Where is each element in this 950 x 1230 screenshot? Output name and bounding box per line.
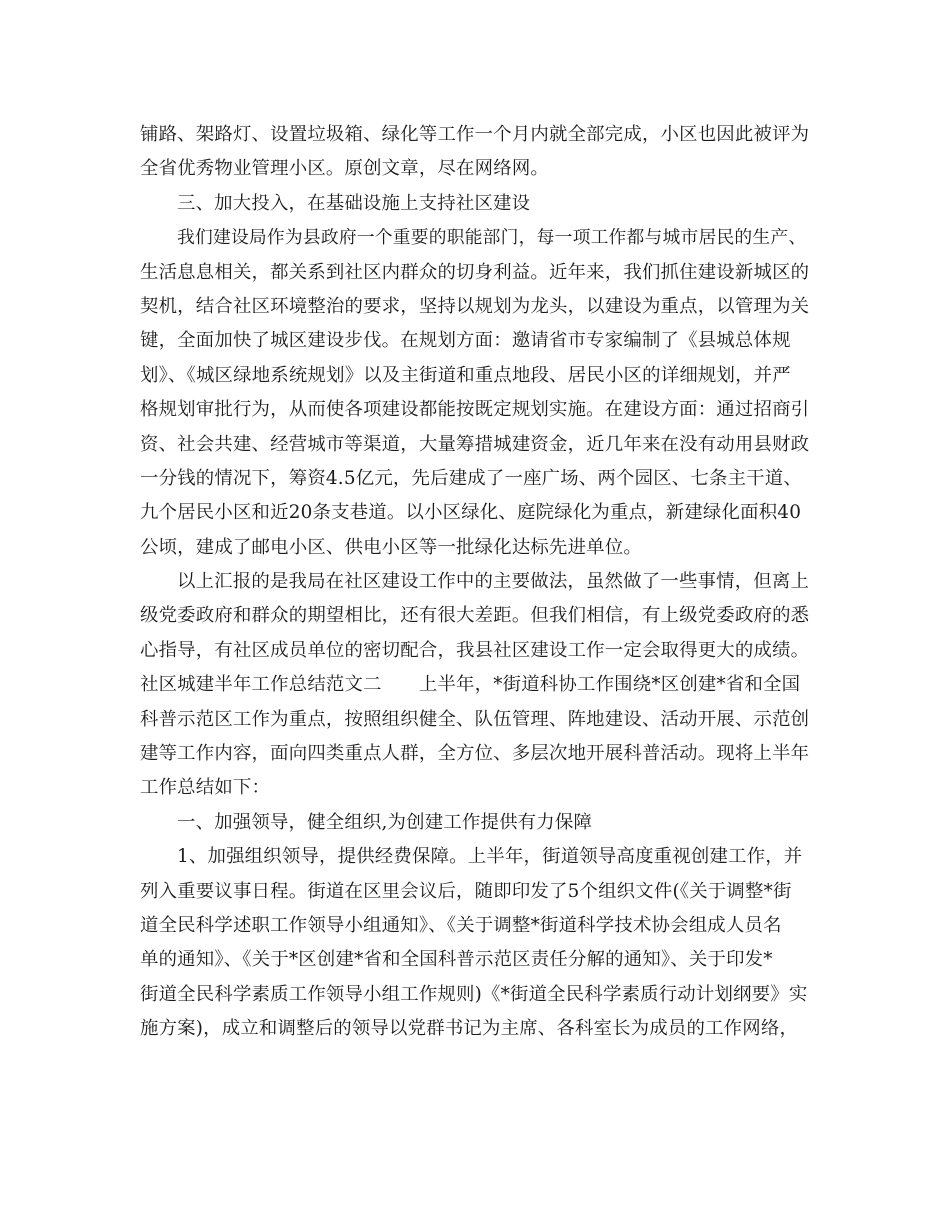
text-line: 资、社会共建、经营城市等渠道，大量筹措城建资金，近几年来在没有动用县财政	[140, 433, 810, 455]
text-line: 级党委政府和群众的期望相比，还有很大差距。但我们相信，有上级党委政府的悉	[140, 605, 810, 627]
text-line: 以上汇报的是我局在社区建设工作中的主要做法，虽然做了一些事情，但离上	[177, 571, 810, 593]
document-body	[140, 118, 810, 1047]
text-line: 一分钱的情况下，筹资4.5亿元，先后建成了一座广场、两个园区、七条主干道、	[140, 467, 802, 489]
text-line: 九个居民小区和近20条支巷道。以小区绿化、庭院绿化为重点，新建绿化面积40	[140, 502, 802, 524]
text-line: 公顷，建成了邮电小区、供电小区等一批绿化达标先进单位。	[140, 536, 642, 558]
text-line: 三、加大投入，在基础设施上支持社区建设	[177, 192, 531, 214]
text-line: 铺路、架路灯、设置垃圾箱、绿化等工作一个月内就全部完成，小区也因此被评为	[140, 124, 810, 145]
text-line: 全省优秀物业管理小区。原创文章，尽在网络网。	[140, 158, 549, 180]
text-line: 街道全民科学素质工作领导小组工作规则)《*街道全民科学素质行动计划纲要》实	[140, 983, 808, 1005]
text-line: 工作总结如下：	[140, 777, 271, 799]
text-line: 生活息息相关，都关系到社区内群众的切身利益。近年来，我们抓住建设新城区的	[140, 261, 810, 283]
text-line: 契机，结合社区环境整治的要求，坚持以规划为龙头，以建设为重点，以管理为关	[140, 295, 810, 317]
text-line: 格规划审批行为，从而使各项建设都能按既定规划实施。在建设方面：通过招商引	[140, 399, 810, 421]
text-line: 社区城建半年工作总结范文二 上半年，*街道科协工作围绕*区创建*省和全国	[140, 674, 801, 696]
text-line: 道全民科学述职工作领导小组通知》、《关于调整*街道科学技术协会组成人员名	[140, 914, 782, 936]
text-line: 划》、《城区绿地系统规划》以及主街道和重点地段、居民小区的详细规划，并严	[140, 364, 791, 386]
text-line: 我们建设局作为县政府一个重要的职能部门，每一项工作都与城市居民的生产、	[177, 227, 807, 249]
text-line: 一、加强领导，健全组织,为创建工作提供有力保障	[177, 811, 593, 833]
text-line: 1、加强组织领导，提供经费保障。上半年，街道领导高度重视创建工作，并	[177, 846, 803, 868]
text-line: 单的通知》、《关于*区创建*省和全国科普示范区责任分解的通知》、关于印发*	[140, 949, 773, 971]
text-line: 建等工作内容，面向四类重点人群，全方位、多层次地开展科普活动。现将上半年	[140, 743, 810, 765]
text-line: 科普示范区工作为重点，按照组织健全、队伍管理、阵地建设、活动开展、示范创	[140, 708, 810, 730]
text-line: 键，全面加快了城区建设步伐。在规划方面：邀请省市专家编制了《县城总体规	[140, 330, 791, 352]
text-line: 心指导，有社区成员单位的密切配合，我县社区建设工作一定会取得更大的成绩。	[140, 639, 810, 661]
text-line: 列入重要议事日程。街道在区里会议后，随即印发了5个组织文件(《关于调整*街	[140, 880, 792, 902]
text-line: 施方案)，成立和调整后的领导以党群书记为主席、各科室长为成员的工作网络，	[140, 1018, 799, 1040]
